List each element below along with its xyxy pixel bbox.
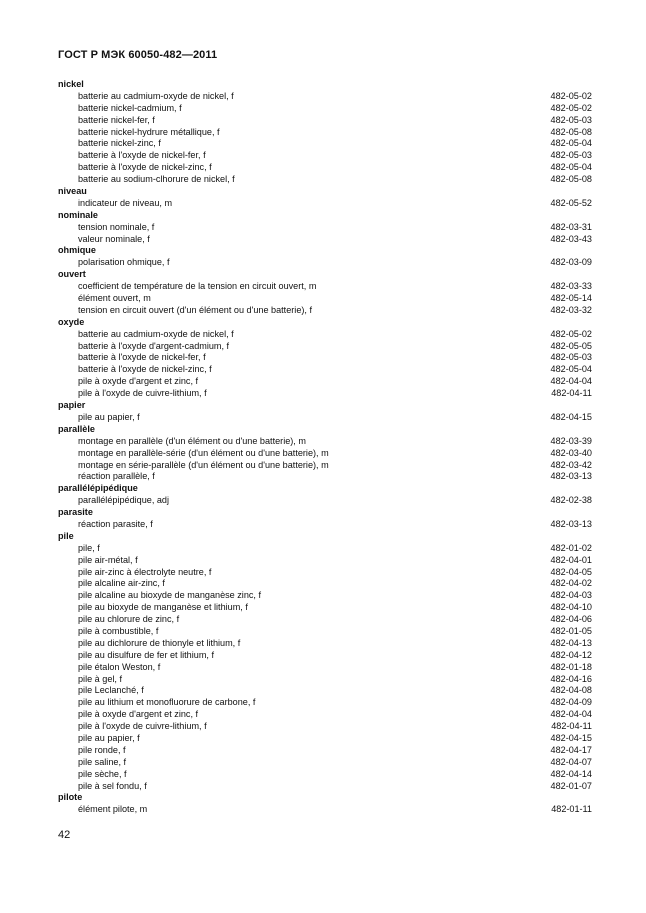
entry-label: pile air-zinc à électrolyte neutre, f [78,566,212,577]
entry-code: 482-01-11 [551,804,592,815]
index-entry [58,662,592,674]
entry-code: 482-04-17 [550,744,592,755]
entry-label: batterie à l'oxyde de nickel-fer, f [78,352,206,363]
entry-code: 482-03-42 [550,459,592,470]
entry-label: montage en série-parallèle (d'un élément ou d'une batterie), m [78,459,329,470]
index-entry [58,376,592,388]
index-entry [58,234,592,246]
index-entry [58,626,592,638]
entry-label: élément pilote, m [78,804,148,815]
entry-label: batterie à l'oxyde de nickel-zinc, f [78,162,212,173]
entry-code: 482-01-07 [550,780,592,791]
entry-label: élément ouvert, m [78,293,151,304]
entry-code: 482-05-14 [550,293,592,304]
entry-label: pile sèche, f [78,768,127,779]
index-entry [58,352,592,364]
entry-label: batterie à l'oxyde de nickel-zinc, f [78,364,212,375]
entry-code: 482-04-02 [550,578,592,589]
entry-label: polarisation ohmique, f [78,257,170,268]
entry-code: 482-03-43 [550,233,592,244]
entry-label: batterie à l'oxyde d'argent-cadmium, f [78,340,230,351]
entry-label: batterie nickel-cadmium, f [78,102,182,113]
entry-label: valeur nominale, f [78,233,150,244]
entry-code: 482-05-04 [550,138,592,149]
index-entry [58,733,592,745]
entry-label: pile alcaline au bioxyde de manganèse zinc, f [78,590,262,601]
entry-code: 482-04-06 [550,614,592,625]
entry-label: pile à combustible, f [78,625,159,636]
entry-label: pile au disulfure de fer et lithium, f [78,649,214,660]
entry-code: 482-04-15 [550,411,592,422]
entry-code: 482-05-08 [550,126,592,137]
index-entry [58,519,592,531]
index-entry [58,769,592,781]
entry-code: 482-04-12 [550,649,592,660]
index-term: niveau [58,186,87,197]
index-entry [58,543,592,555]
index-entry [58,341,592,353]
index-entry [58,685,592,697]
index-entry [58,614,592,626]
entry-code: 482-04-09 [550,697,592,708]
entry-code: 482-04-10 [550,602,592,613]
index-entry [58,555,592,567]
entry-code: 482-04-15 [550,732,592,743]
entry-code: 482-05-02 [550,328,592,339]
entry-label: réaction parasite, f [78,518,153,529]
entry-label: tension nominale, f [78,221,155,232]
entry-code: 482-05-02 [550,90,592,101]
index-entry [58,150,592,162]
entry-label: pile alcaline air-zinc, f [78,578,165,589]
index-entry [58,650,592,662]
index-entry [58,103,592,115]
index-entry [58,697,592,709]
entry-code: 482-03-13 [550,518,592,529]
entry-code: 482-05-03 [550,352,592,363]
index-entry [58,757,592,769]
entry-label: pile étalon Weston, f [78,661,161,672]
entry-label: pile air-métal, f [78,554,138,565]
entry-code: 482-01-05 [550,625,592,636]
entry-code: 482-03-40 [550,447,592,458]
index-term: parasite [58,507,93,518]
entry-code: 482-03-39 [550,435,592,446]
entry-code: 482-04-03 [550,590,592,601]
entry-code: 482-01-18 [550,661,592,672]
index-entry [58,495,592,507]
entry-label: pile au papier, f [78,411,140,422]
index-entry [58,590,592,602]
entry-code: 482-04-13 [550,637,592,648]
entry-label: pile à l'oxyde de cuivre-lithium, f [78,721,207,732]
entry-code: 482-03-13 [550,471,592,482]
entry-code: 482-04-16 [550,673,592,684]
index-term: nominale [58,209,98,220]
entry-code: 482-05-52 [550,197,592,208]
entry-code: 482-04-07 [550,756,592,767]
entry-label: pile à gel, f [78,673,122,684]
index-entry [58,781,592,793]
entry-label: batterie nickel-zinc, f [78,138,161,149]
index-term: ouvert [58,269,86,280]
index-entry [58,471,592,483]
entry-label: pile à l'oxyde de cuivre-lithium, f [78,388,207,399]
entry-code: 482-03-09 [550,257,592,268]
index-entry [58,721,592,733]
entry-label: pile au lithium et monofluorure de carbone, f [78,697,256,708]
entry-label: pile, f [78,542,100,553]
index-term: nickel [58,79,84,89]
entry-label: réaction parallèle, f [78,471,155,482]
entry-label: pile à sel fondu, f [78,780,147,791]
entry-label: pile Leclanché, f [78,685,144,696]
entry-label: batterie à l'oxyde de nickel-fer, f [78,150,206,161]
entry-code: 482-04-04 [550,376,592,387]
index-entry [58,281,592,293]
entry-code: 482-05-08 [550,174,592,185]
entry-label: batterie au cadmium-oxyde de nickel, f [78,90,234,101]
entry-label: pile au papier, f [78,732,140,743]
entry-code: 482-03-32 [550,304,592,315]
index-entry [58,638,592,650]
index-entry [58,674,592,686]
index-term: pilote [58,792,83,803]
index-entry [58,364,592,376]
entry-label: batterie nickel-fer, f [78,114,155,125]
entry-code: 482-04-01 [550,554,592,565]
entry-label: pile à oxyde d'argent et zinc, f [78,376,199,387]
index-entry [58,567,592,579]
index-entry [58,804,592,816]
entry-code: 482-04-05 [550,566,592,577]
entry-label: batterie au sodium-clhorure de nickel, f [78,174,235,185]
entry-code: 482-04-11 [551,388,592,399]
entry-label: pile au chlorure de zinc, f [78,614,180,625]
entry-code: 482-05-02 [550,102,592,113]
page-number: 42 [58,829,71,841]
index-entry [58,460,592,472]
entry-label: montage en parallèle (d'un élément ou d'une batterie), m [78,435,306,446]
entry-label: batterie nickel-hydrure métallique, f [78,126,220,137]
index-entry [58,138,592,150]
entry-label: montage en parallèle-série (d'un élément ou d'une batterie), m [78,447,329,458]
index-entry [58,91,592,103]
entry-label: pile saline, f [78,756,127,767]
index-entry [58,329,592,341]
index-entry [58,709,592,721]
entry-code: 482-02-38 [550,495,592,506]
entry-code: 482-04-08 [550,685,592,696]
index-entry [58,448,592,460]
index-entry [58,222,592,234]
index-term: oxyde [58,316,85,327]
terminology-index [58,79,592,816]
entry-code: 482-04-14 [550,768,592,779]
entry-label: pile au dichlorure de thionyle et lithium, f [78,637,241,648]
entry-code: 482-05-04 [550,364,592,375]
entry-code: 482-05-04 [550,162,592,173]
index-term: parallélépipédique [58,483,138,494]
entry-code: 482-03-31 [550,221,592,232]
index-entry [58,602,592,614]
entry-code: 482-04-04 [550,709,592,720]
entry-label: tension en circuit ouvert (d'un élément ou d'une batterie), f [78,304,312,315]
entry-label: pile au bioxyde de manganèse et lithium, f [78,602,248,613]
index-entry [58,436,592,448]
entry-code: 482-05-03 [550,114,592,125]
entry-label: coefficient de température de la tension en circuit ouvert, m [78,281,317,292]
index-term: ohmique [58,245,96,256]
document-header: ГОСТ Р МЭК 60050-482—2011 [58,49,218,61]
index-entry [58,115,592,127]
entry-code: 482-05-03 [550,150,592,161]
index-term: pile [58,530,74,541]
index-entry [58,127,592,139]
index-entry [58,388,592,400]
index-term: papier [58,400,86,411]
entry-code: 482-05-05 [550,340,592,351]
index-entry [58,578,592,590]
index-entry [58,174,592,186]
entry-code: 482-01-02 [550,542,592,553]
index-entry [58,257,592,269]
entry-label: pile ronde, f [78,744,126,755]
index-entry [58,412,592,424]
entry-code: 482-04-11 [551,721,592,732]
index-entry [58,198,592,210]
index-entry [58,293,592,305]
index-entry [58,305,592,317]
entry-label: batterie au cadmium-oxyde de nickel, f [78,328,234,339]
index-entry [58,745,592,757]
entry-label: pile à oxyde d'argent et zinc, f [78,709,199,720]
entry-label: parallélépipédique, adj [78,495,170,506]
index-term: parallèle [58,423,95,434]
index-entry [58,162,592,174]
entry-label: indicateur de niveau, m [78,197,173,208]
entry-code: 482-03-33 [550,281,592,292]
